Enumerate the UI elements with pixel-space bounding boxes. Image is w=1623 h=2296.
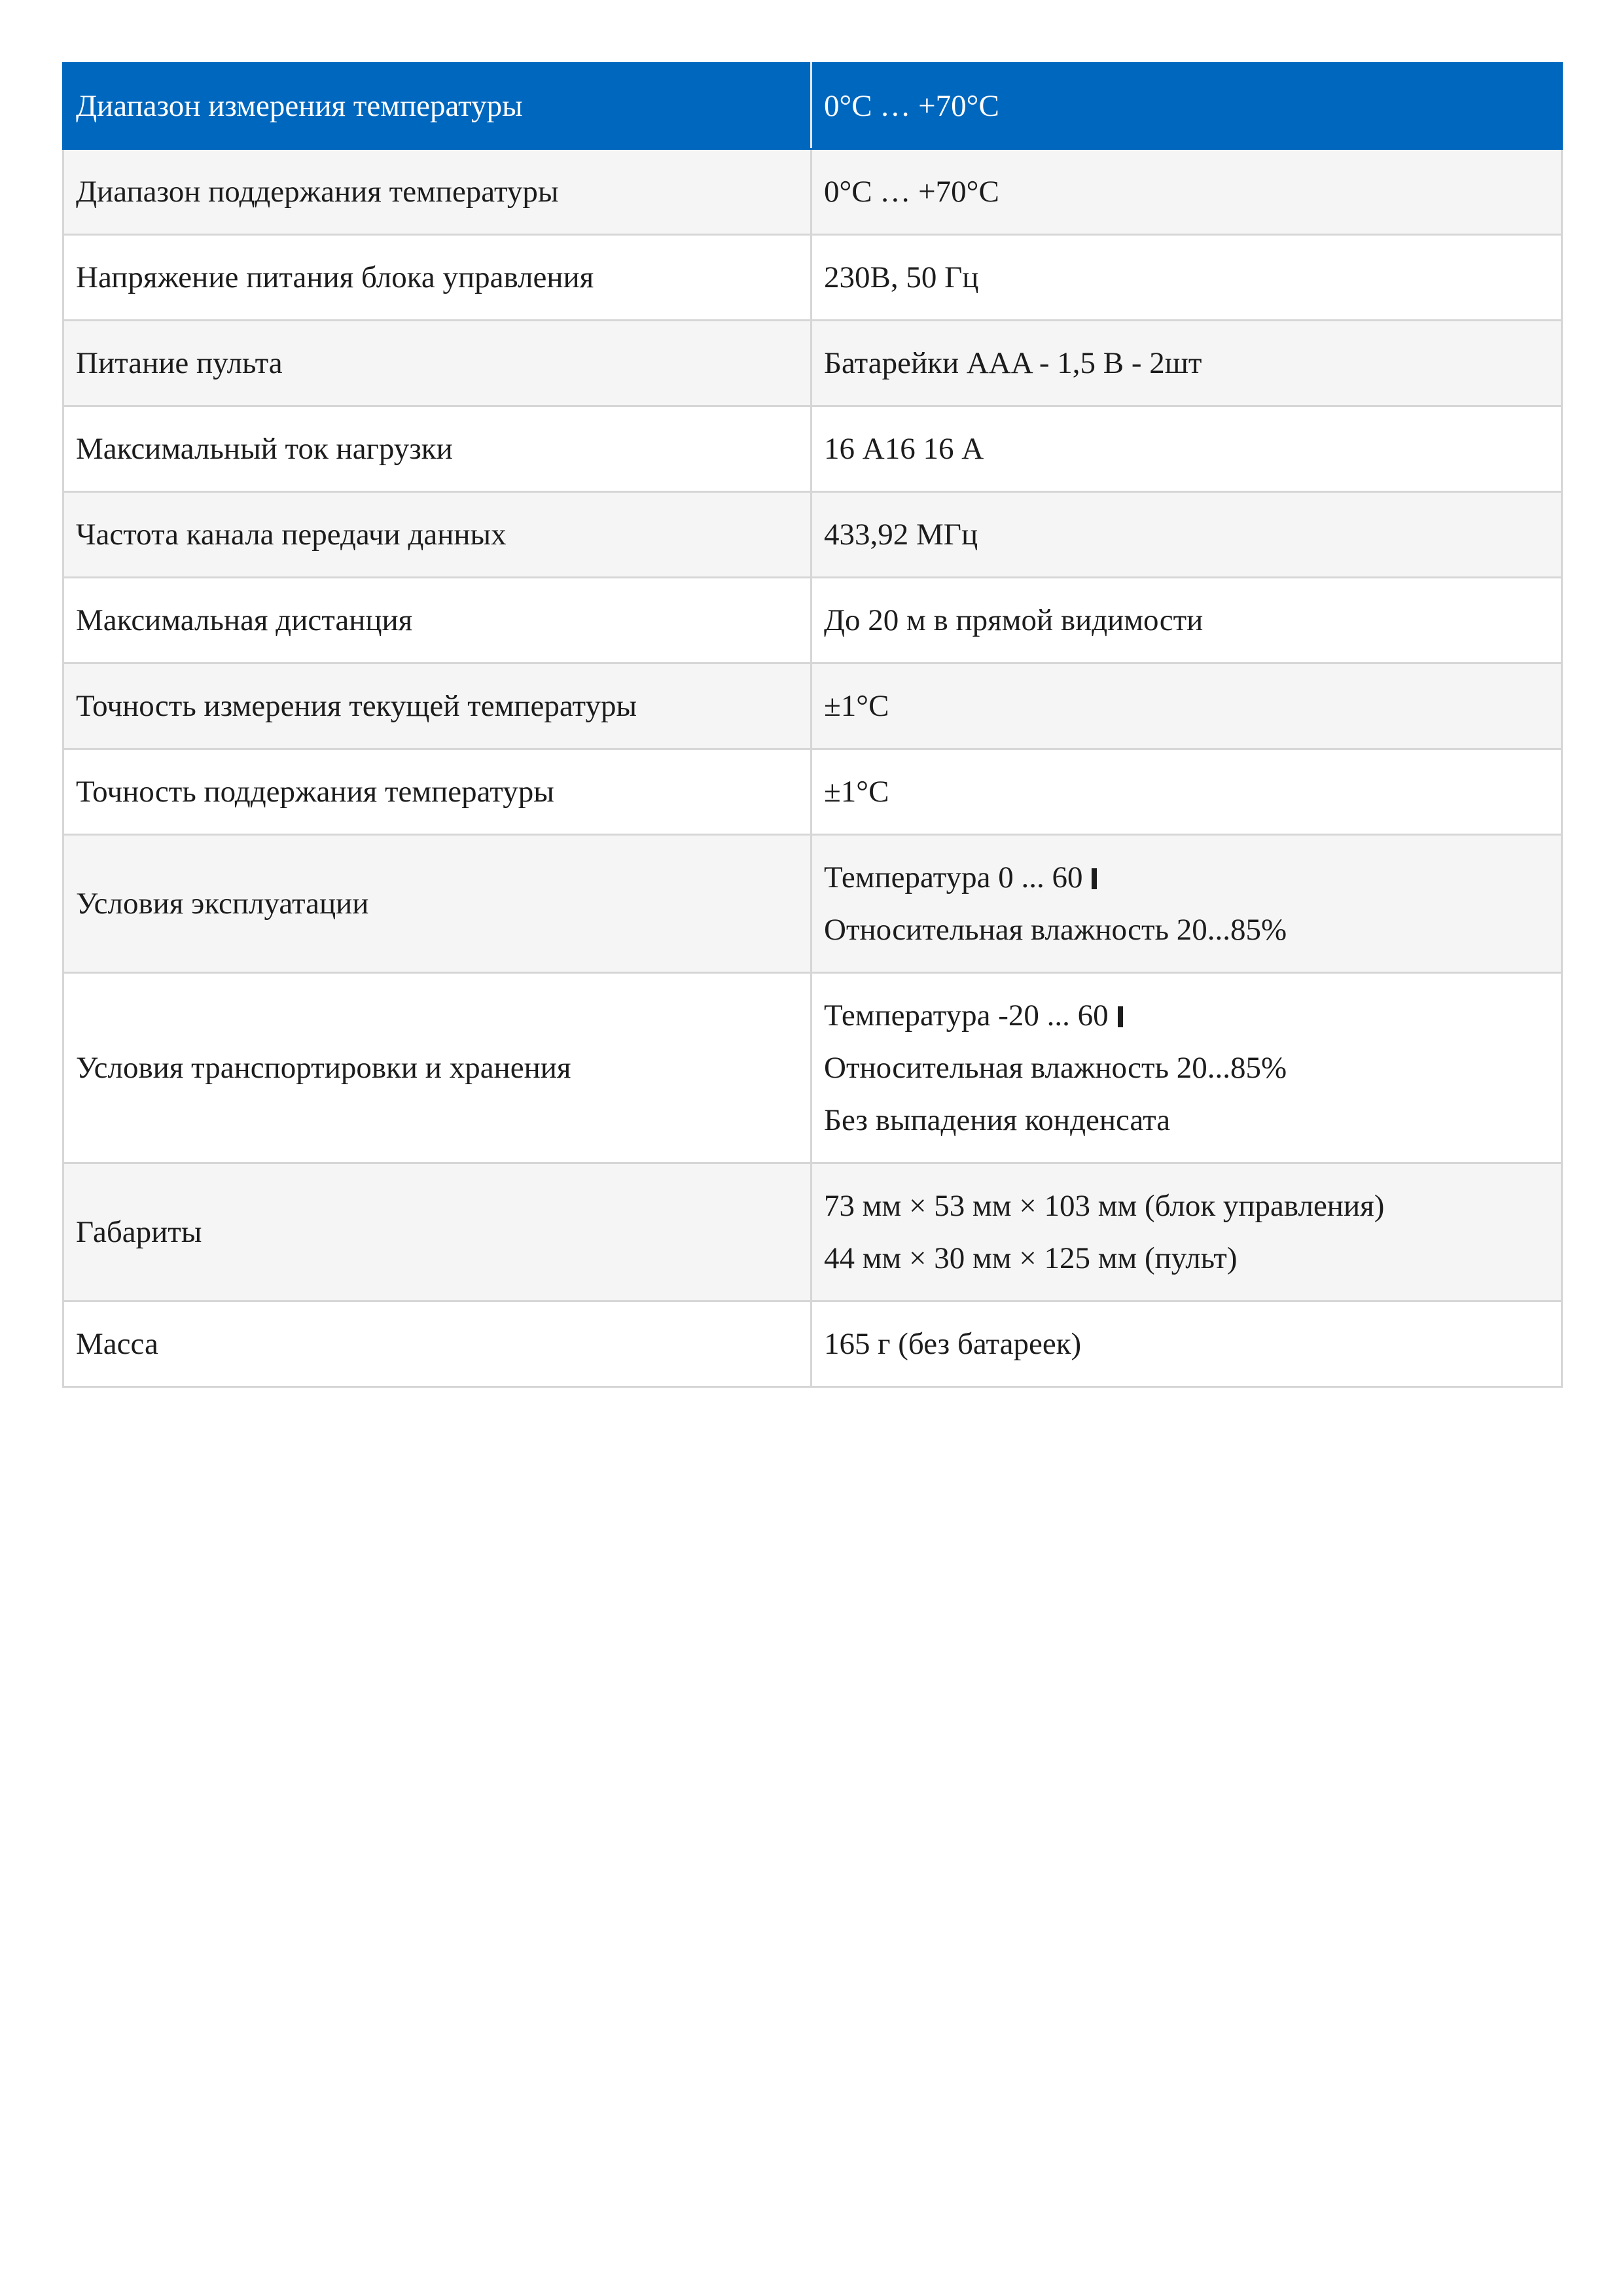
spec-label: Диапазон поддержания температуры <box>63 149 812 235</box>
spec-value: 433,92 МГц <box>812 492 1562 578</box>
table-row <box>63 1301 1562 1387</box>
table-row <box>63 749 1562 835</box>
spec-label: Точность поддержания температуры <box>63 749 812 835</box>
spec-value: 165 г (без батареек) <box>812 1301 1562 1387</box>
table-row <box>63 663 1562 749</box>
spec-value-line: Температура 0 ... 60 <box>824 851 1549 904</box>
spec-value <box>812 973 1562 1163</box>
table-row <box>63 835 1562 973</box>
table-row <box>63 149 1562 235</box>
table-row <box>63 1163 1562 1301</box>
table-row <box>63 235 1562 321</box>
spec-label: Точность измерения текущей температуры <box>63 663 812 749</box>
table-row <box>63 973 1562 1163</box>
header-label: Диапазон измерения температуры <box>63 63 812 149</box>
spec-label: Частота канала передачи данных <box>63 492 812 578</box>
spec-label: Условия эксплуатации <box>63 835 812 973</box>
spec-value-line: Без выпадения конденсата <box>824 1103 1171 1137</box>
spec-label: Максимальная дистанция <box>63 578 812 663</box>
spec-value <box>812 1163 1562 1301</box>
spec-value <box>812 835 1562 973</box>
unit-glyph-icon <box>1092 868 1097 889</box>
spec-value: До 20 м в прямой видимости <box>812 578 1562 663</box>
spec-value-line: Относительная влажность 20...85% <box>824 913 1287 947</box>
table-row <box>63 406 1562 492</box>
spec-label: Габариты <box>63 1163 812 1301</box>
spec-label: Условия транспортировки и хранения <box>63 973 812 1163</box>
spec-label: Питание пульта <box>63 321 812 406</box>
spec-value-line: 73 мм × 53 мм × 103 мм (блок управления) <box>824 1189 1385 1223</box>
spec-value: 16 А16 16 А <box>812 406 1562 492</box>
table-row <box>63 321 1562 406</box>
unit-glyph-icon <box>1118 1006 1123 1027</box>
spec-label: Максимальный ток нагрузки <box>63 406 812 492</box>
spec-value-line: Относительная влажность 20...85% <box>824 1051 1287 1085</box>
specifications-table <box>62 62 1563 1388</box>
spec-value: 0°C … +70°C <box>812 149 1562 235</box>
spec-value: ±1°C <box>812 663 1562 749</box>
spec-value: Батарейки AAA - 1,5 В - 2шт <box>812 321 1562 406</box>
header-value: 0°C … +70°C <box>812 63 1562 149</box>
spec-value: ±1°C <box>812 749 1562 835</box>
spec-value-line: Температура -20 ... 60 <box>824 989 1549 1042</box>
table-row <box>63 492 1562 578</box>
spec-label: Масса <box>63 1301 812 1387</box>
spec-value-line: 44 мм × 30 мм × 125 мм (пульт) <box>824 1241 1238 1275</box>
spec-value: 230В, 50 Гц <box>812 235 1562 321</box>
table-header-row <box>63 63 1562 149</box>
spec-label: Напряжение питания блока управления <box>63 235 812 321</box>
table-row <box>63 578 1562 663</box>
